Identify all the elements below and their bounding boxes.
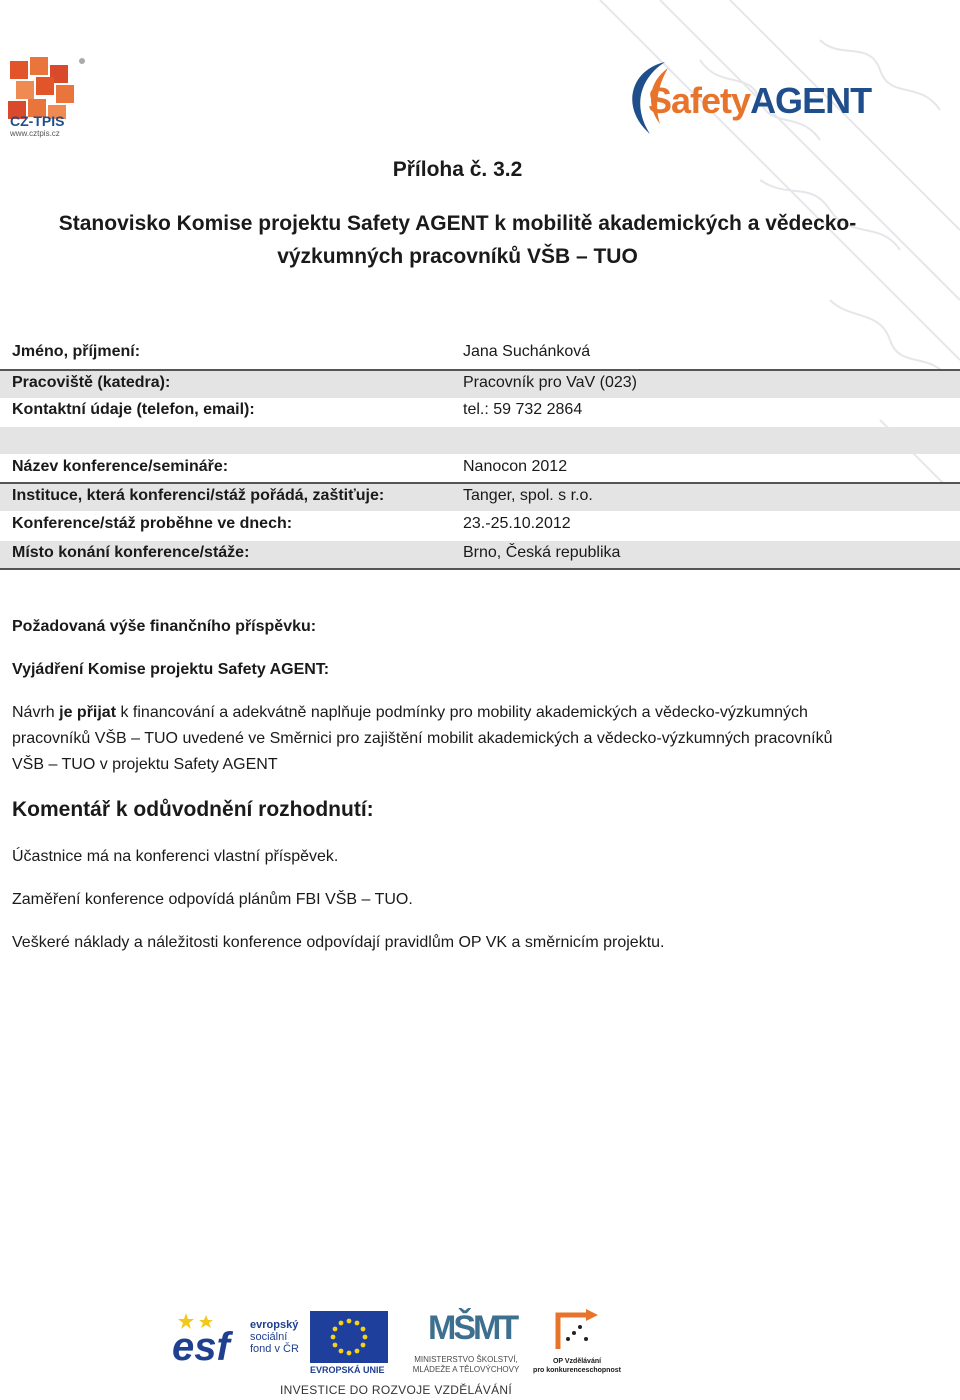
amount-label: Požadovaná výše finančního příspěvku: xyxy=(12,618,317,635)
conference-name-row xyxy=(0,455,960,482)
opvk-caption-2: pro konkurenceschopnost xyxy=(533,1367,621,1374)
esf-logo xyxy=(170,1311,300,1377)
decision-line1 xyxy=(12,700,902,726)
comment-heading: Komentář k odůvodnění rozhodnutí: xyxy=(12,798,374,821)
eu-stars-icon xyxy=(310,1311,388,1363)
dates-row xyxy=(0,512,960,539)
cztpis-logo xyxy=(6,55,90,141)
esf-caption-3: fond v ČR xyxy=(250,1343,299,1355)
opvk-caption-1: OP Vzdělávání xyxy=(552,1358,602,1365)
esf-caption-1: evropský xyxy=(250,1319,299,1331)
department-label: Pracoviště (katedra): xyxy=(12,374,171,391)
msmt-mark: MŠMT xyxy=(428,1309,517,1347)
logo-agent-word: AGENT xyxy=(750,80,872,121)
comment-line3: Veškeré náklady a náležitosti konference odpovídají pravidlům OP VK a směrnicím projektu. xyxy=(12,934,665,951)
place-row xyxy=(0,541,960,570)
name-label: Jméno, příjmení: xyxy=(12,343,141,360)
msmt-caption-1: MINISTERSTVO ŠKOLSTVÍ, xyxy=(414,1355,518,1364)
cztpis-logo-url: www.cztpis.cz xyxy=(10,129,60,138)
place-label: Místo konání konference/stáže: xyxy=(12,544,250,561)
dates-value: 23.-25.10.2012 xyxy=(463,515,571,532)
document-title xyxy=(40,207,875,273)
opvk-caption xyxy=(532,1357,622,1375)
logo-safety-word: Safety xyxy=(648,80,751,121)
department-row xyxy=(0,369,960,398)
attachment-number: Příloha č. 3.2 xyxy=(392,158,523,181)
esf-mark: esf xyxy=(172,1325,230,1369)
eu-flag-icon xyxy=(310,1311,388,1363)
comment-line1: Účastnice má na konferenci vlastní příspěvek. xyxy=(12,848,339,865)
department-value: Pracovník pro VaV (023) xyxy=(463,374,638,391)
msmt-caption xyxy=(396,1355,536,1375)
contact-label: Kontaktní údaje (telefon, email): xyxy=(12,401,255,418)
commission-label: Vyjádření Komise projektu Safety AGENT: xyxy=(12,661,330,678)
decision-line1-rest: k financování a adekvátně naplňuje podmínky pro mobility akademických a vědecko-výzkumných xyxy=(116,704,808,721)
msmt-caption-2: MLÁDEŽE A TĚLOVÝCHOVY xyxy=(412,1365,520,1374)
cztpis-logo-text: CZ-TPIS xyxy=(10,113,65,129)
contact-row xyxy=(0,398,960,425)
comment-line2: Zaměření konference odpovídá plánům FBI VŠB – TUO. xyxy=(12,891,413,908)
conference-name-label: Název konference/semináře: xyxy=(12,458,229,475)
msmt-logo xyxy=(396,1309,526,1379)
esf-caption-2: sociální xyxy=(250,1331,288,1343)
opvk-arrow-icon xyxy=(552,1309,602,1355)
esf-caption xyxy=(250,1319,299,1355)
eu-logo xyxy=(310,1311,390,1381)
organizer-label: Instituce, která konferenci/stáž pořádá, zaštiťuje: xyxy=(12,487,385,504)
document-title-line2: výzkumných pracovníků VŠB – TUO xyxy=(277,245,638,268)
organizer-row xyxy=(0,482,960,511)
contact-value: tel.: 59 732 2864 xyxy=(463,401,583,418)
place-value: Brno, Česká republika xyxy=(463,544,621,561)
eu-caption: EVROPSKÁ UNIE xyxy=(310,1365,385,1375)
decision-paragraph xyxy=(12,700,902,778)
safety-agent-logo xyxy=(620,58,920,138)
conference-name-value: Nanocon 2012 xyxy=(463,458,568,475)
name-value: Jana Suchánková xyxy=(463,343,591,360)
decision-prefix: Návrh xyxy=(12,704,60,721)
opvk-logo xyxy=(532,1309,622,1379)
document-title-line1: Stanovisko Komise projektu Safety AGENT k mobilitě akademických a vědecko- xyxy=(58,212,857,235)
spacer-row xyxy=(0,427,960,454)
decision-line3: VŠB – TUO v projektu Safety AGENT xyxy=(12,756,278,773)
invest-slogan: INVESTICE DO ROZVOJE VZDĚLÁVÁNÍ xyxy=(280,1383,513,1397)
name-row xyxy=(0,340,960,367)
dates-label: Konference/stáž proběhne ve dnech: xyxy=(12,515,293,532)
organizer-value: Tanger, spol. s r.o. xyxy=(463,487,593,504)
decision-verdict: je přijat xyxy=(59,704,117,721)
decision-line2: pracovníků VŠB – TUO uvedené ve Směrnici pro zajištění mobilit akademických a vědecko-výzkumných pracovníků xyxy=(12,730,833,747)
footer-logos xyxy=(170,1305,630,1400)
